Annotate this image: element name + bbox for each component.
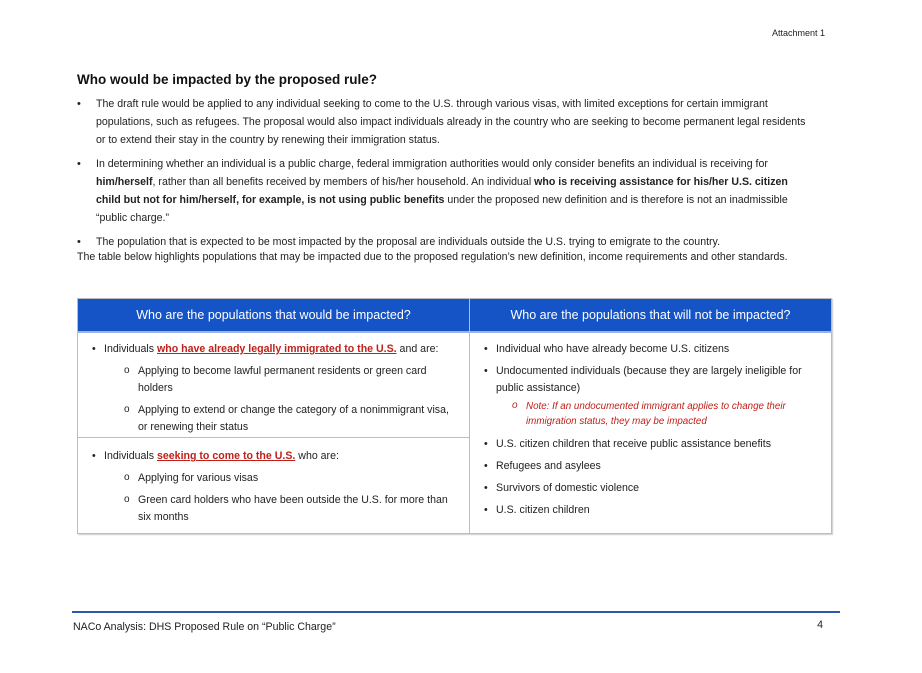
not-impacted-cell <box>470 333 831 519</box>
item-text: who are: <box>295 450 339 462</box>
bullet-bold-text: him/herself <box>96 176 153 188</box>
bullet-bold-text: who is receiving assistance for his/her U.S. citizen child but not for him/herself, for example, is not using public benefits <box>96 176 788 206</box>
sub-item: o Green card holders who have been outside the U.S. for more than six months <box>124 492 457 526</box>
list-item <box>90 448 457 465</box>
bullet-list <box>77 95 812 257</box>
list-item: • Undocumented individuals (because they are largely ineligible for public assistance) <box>482 363 819 397</box>
bullet-text: The population that is expected to be most impacted by the proposal are individuals outside the U.S. trying to emigrate to the country. <box>96 236 721 248</box>
impacted-header: Who are the populations that would be impacted? <box>78 299 469 333</box>
attachment-label: Attachment 1 <box>771 28 825 38</box>
sub-item: o Applying for various visas <box>124 470 457 487</box>
list-item: • Refugees and asylees <box>482 458 819 475</box>
list-item: • U.S. citizen children <box>482 502 819 519</box>
populations-table <box>77 298 832 534</box>
footer-divider <box>72 611 840 613</box>
sub-item: o Applying to become lawful permanent residents or green card holders <box>124 363 457 397</box>
intro-paragraph: The table below highlights populations that may be impacted due to the proposed regulation’s new definition, income requirements and other standards. <box>77 251 788 263</box>
impacted-cell <box>78 333 469 438</box>
page-number: 4 <box>817 619 823 631</box>
bullet-text: In determining whether an individual is a public charge, federal immigration authorities would only consider benefits an individual is receiving for <box>96 158 768 170</box>
bullet-text: , rather than all benefits received by members of his/her household. An individual <box>152 176 535 188</box>
note-item: o Note: If an undocumented immigrant applies to change their immigration status, they may be impacted <box>512 399 819 429</box>
list-item: • Individual who have already become U.S. citizens <box>482 341 819 358</box>
not-impacted-column <box>470 299 831 533</box>
sub-item: o Applying to extend or change the category of a nonimmigrant visa, or renewing their status <box>124 402 457 436</box>
list-item: • Survivors of domestic violence <box>482 480 819 497</box>
item-text: Individuals <box>104 450 157 462</box>
item-text: and are: <box>396 343 439 355</box>
item-text: Individuals <box>104 343 157 355</box>
impacted-cell <box>78 438 469 526</box>
not-impacted-header: Who are the populations that will not be impacted? <box>470 299 831 333</box>
section-title: Who would be impacted by the proposed rule? <box>77 72 378 87</box>
impacted-column <box>78 299 470 533</box>
highlight-text: who have already legally immigrated to the U.S. <box>157 343 397 355</box>
footer-title: NACo Analysis: DHS Proposed Rule on “Public Charge” <box>73 621 336 633</box>
bullet-text: The draft rule would be applied to any individual seeking to come to the U.S. through various visas, with limited exceptions for certain immigrant populations, such as refugees. The proposal would also impact individuals already in the country who are seeking to become permanent legal residents or to extend their stay in the country by renewing their immigration status. <box>96 98 806 146</box>
bullet-item <box>77 155 812 227</box>
list-item <box>90 341 457 358</box>
bullet-item <box>77 95 812 149</box>
highlight-text: seeking to come to the U.S. <box>157 450 296 462</box>
bullet-text: under the proposed new definition and is therefore is not an inadmissible “public charge.” <box>96 194 788 224</box>
list-item: • U.S. citizen children that receive public assistance benefits <box>482 436 819 453</box>
